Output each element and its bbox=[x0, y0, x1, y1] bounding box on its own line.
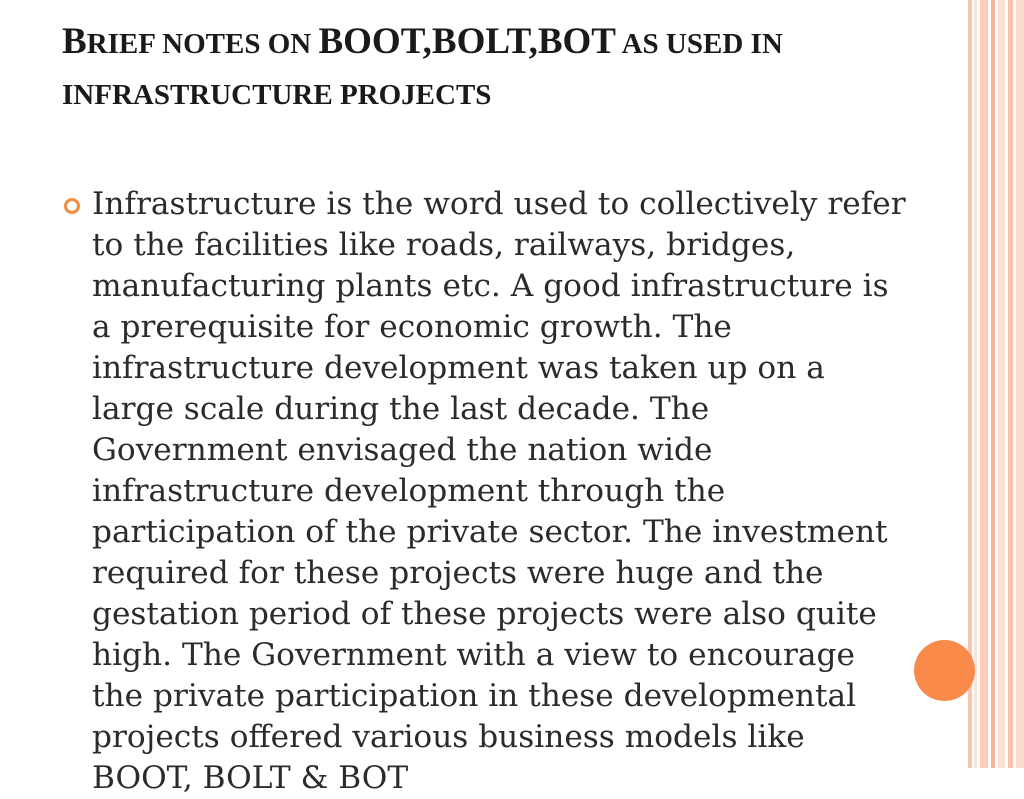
orange-circle-decoration bbox=[914, 640, 975, 701]
title-acronyms: BOOT,BOLT,BOT bbox=[318, 21, 616, 62]
stripe bbox=[1016, 0, 1024, 768]
list-item bbox=[62, 184, 912, 799]
circle-bullet-icon bbox=[64, 198, 80, 214]
decorative-stripes bbox=[968, 0, 1024, 768]
title-smallcaps-1: RIEF NOTES ON bbox=[86, 28, 319, 60]
stripe bbox=[980, 0, 988, 768]
stripe bbox=[991, 0, 995, 768]
bullet-list bbox=[62, 184, 912, 799]
slide-title bbox=[62, 18, 922, 123]
title-initial: B bbox=[62, 21, 87, 62]
stripe bbox=[974, 0, 977, 768]
stripe bbox=[1008, 0, 1013, 768]
bullet-text: Infrastructure is the word used to collectively refer to the facilities like roads, railways, bridges, manufacturing plants etc. A good infrastructure is a prerequisite for economic growth. The infrastructure development was taken up on a large scale during the last decade. The Government envisaged the nation wide infrastructure development through the participation of the private sector. The investment required for these projects were huge and the gestation period of these projects were also quite high. The Government with a view to encourage the private participation in these developmental projects offered various business models like BOOT, BOLT & BOT bbox=[92, 186, 906, 796]
stripe bbox=[998, 0, 1005, 768]
title-smallcaps-2: AS USED IN INFRASTRUCTURE PROJECTS bbox=[62, 28, 783, 111]
